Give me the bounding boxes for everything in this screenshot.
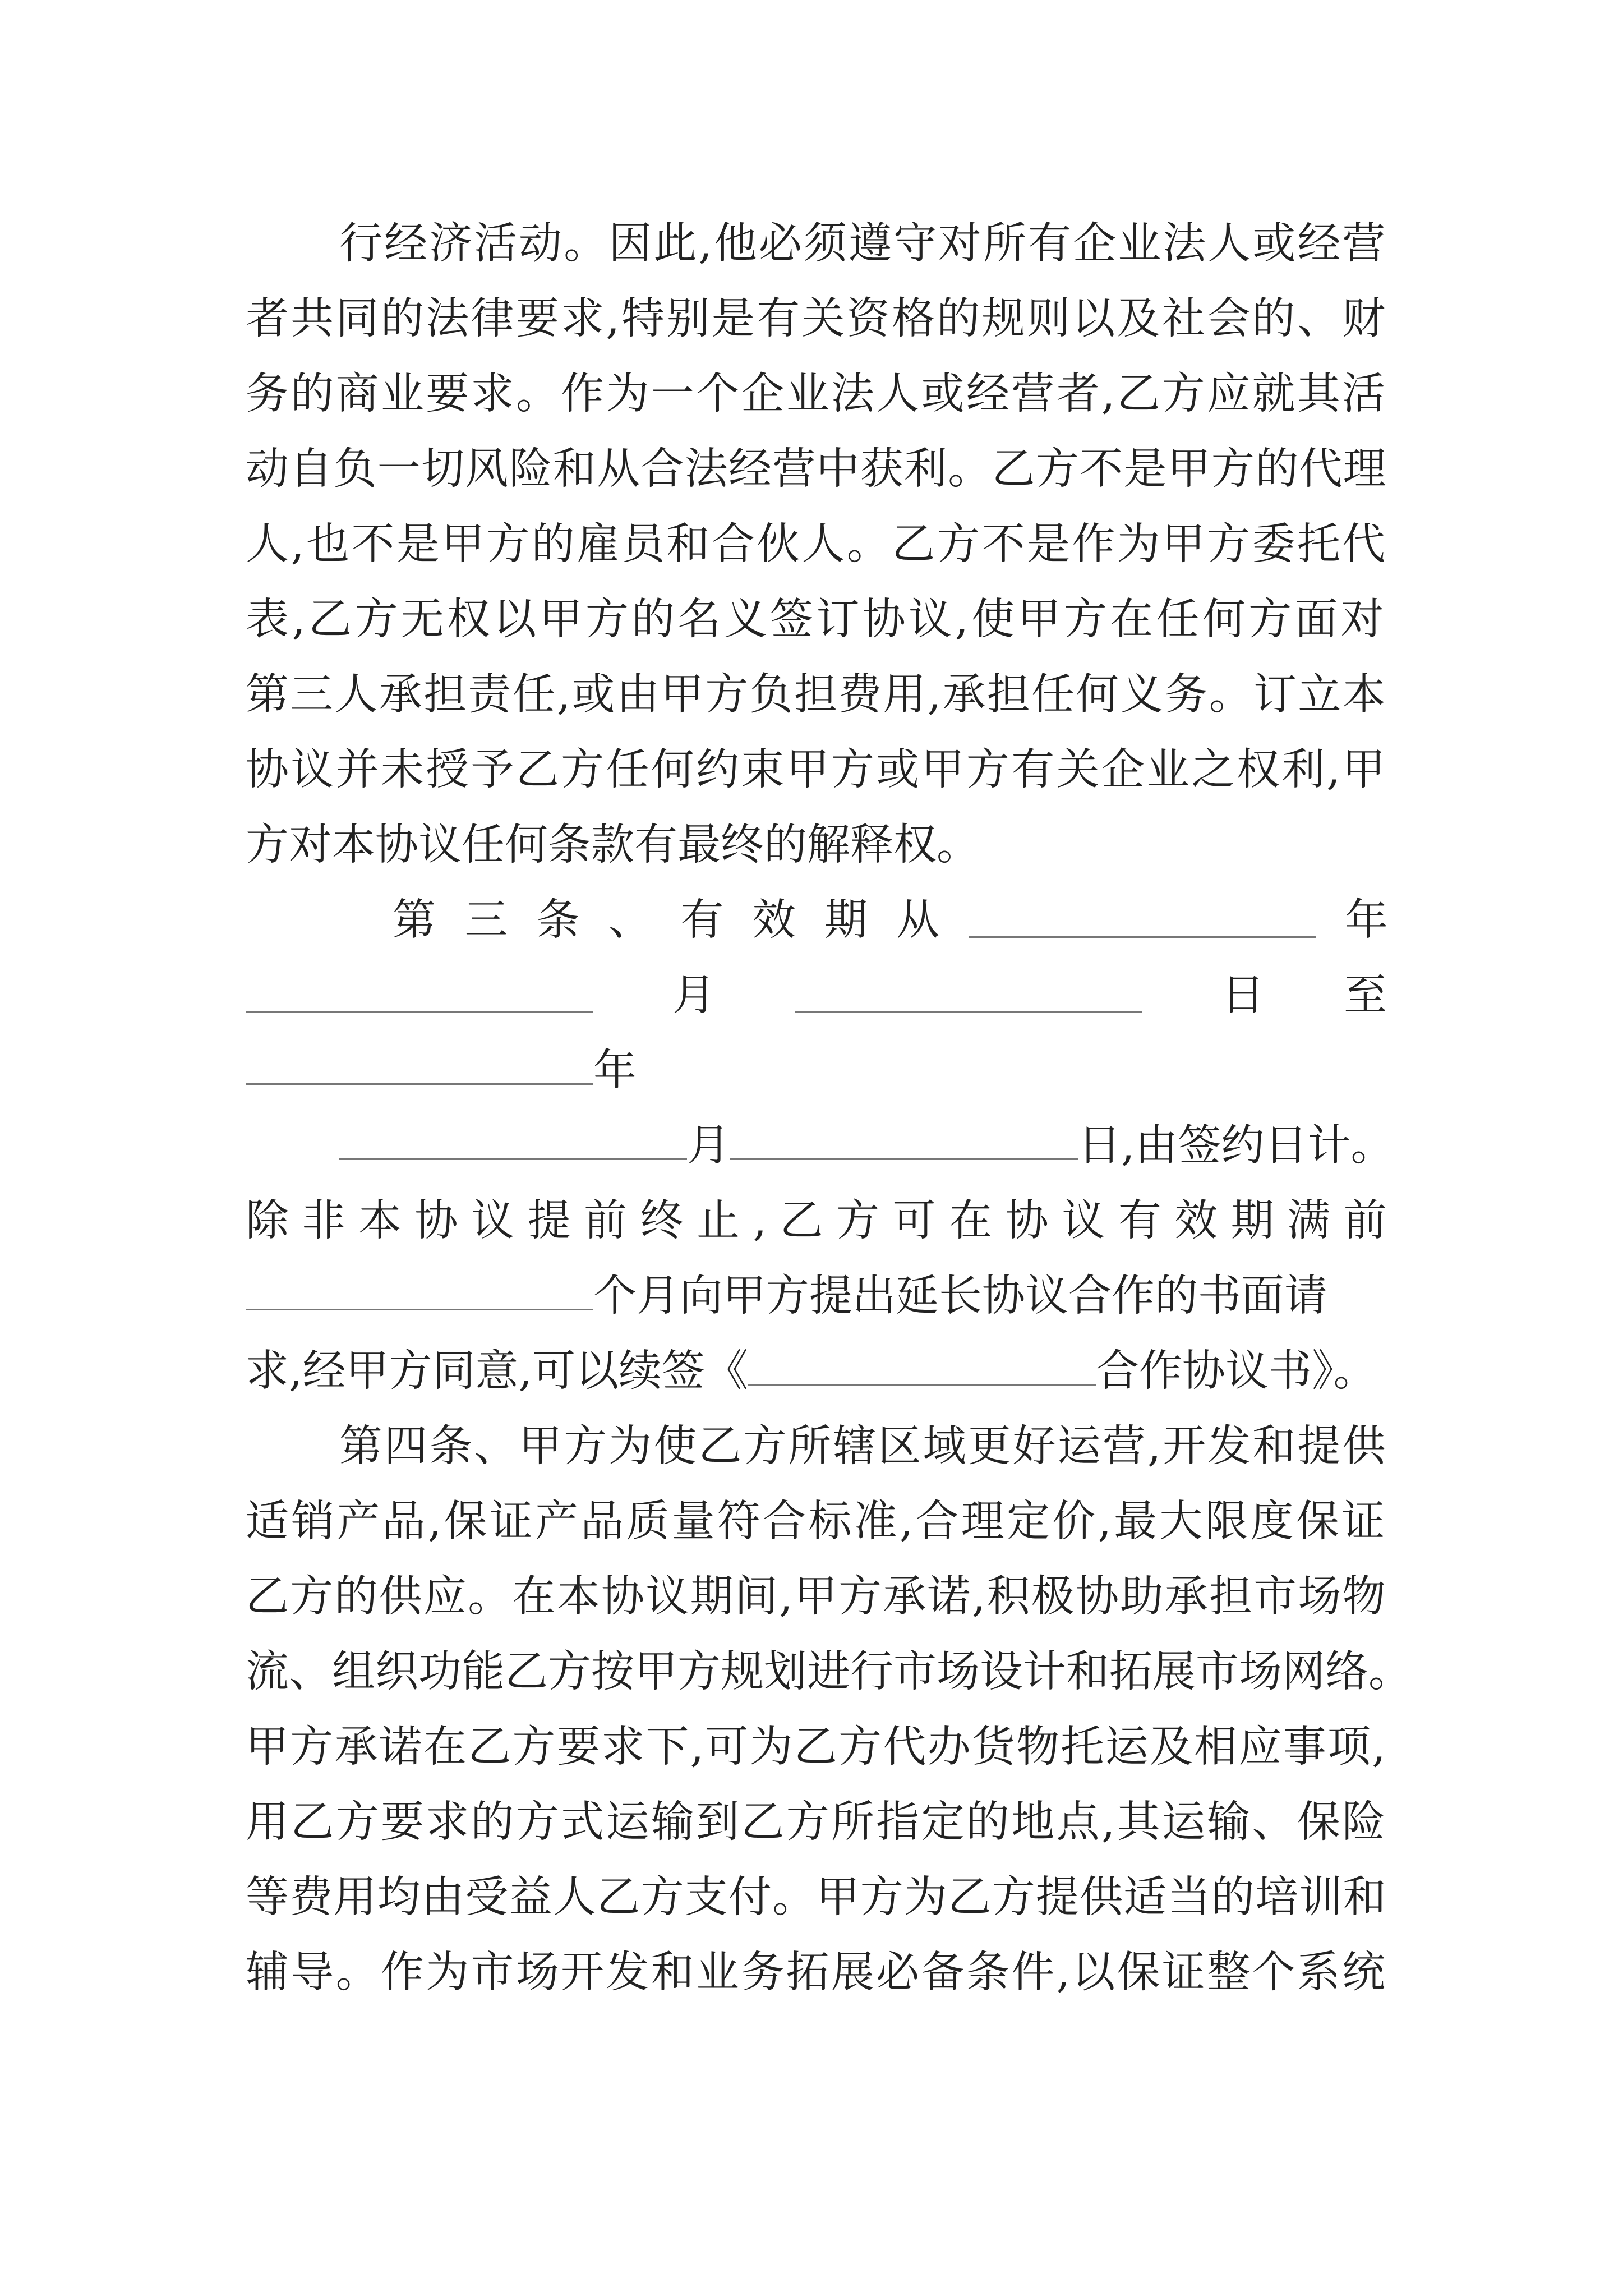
blank-field-start-year[interactable] xyxy=(969,904,1316,938)
article-char: 终 xyxy=(640,1196,684,1246)
article-3-line-6 xyxy=(246,1263,1327,1330)
article-3-line-1 xyxy=(393,887,1388,954)
article-char: 非 xyxy=(302,1196,345,1246)
paragraph-line: 方对本协议任何条款有最终的解释权。 xyxy=(246,820,980,870)
article-char: 期 xyxy=(1230,1196,1274,1246)
paragraph-line: 务的商业要求。作为一个企业法人或经营者,乙方应就其活 xyxy=(246,369,1387,419)
blank-field-end-year[interactable] xyxy=(246,1051,593,1085)
article-char: 前 xyxy=(1343,1196,1387,1246)
paragraph-line: 甲方承诺在乙方要求下,可为乙方代办货物托运及相应事项, xyxy=(246,1722,1387,1772)
paragraph-line: 协议并未授予乙方任何约束甲方或甲方有关企业之权利,甲 xyxy=(246,745,1387,795)
article-char: 期 xyxy=(824,895,868,945)
article-text: 合作协议书》。 xyxy=(1095,1346,1377,1396)
paragraph-line: 等费用均由受益人乙方支付。甲方为乙方提供适当的培训和 xyxy=(246,1872,1387,1922)
article-char: 从 xyxy=(896,895,940,945)
article-char: 第 xyxy=(393,895,436,945)
article-char: 效 xyxy=(1174,1196,1218,1246)
article-text: 求,经甲方同意,可以续签《 xyxy=(246,1346,748,1396)
article-char: 除 xyxy=(246,1196,289,1246)
paragraph-line: 者共同的法律要求,特别是有关资格的规则以及社会的、财 xyxy=(246,294,1387,344)
article-char: 有 xyxy=(1118,1196,1161,1246)
article-char: 协 xyxy=(1005,1196,1049,1246)
blank-field-end-day[interactable] xyxy=(730,1126,1078,1160)
article-char: 方 xyxy=(836,1196,880,1246)
paragraph-line: 行经济活动。因此,他必须遵守对所有企业法人或经营 xyxy=(339,219,1387,269)
article-3-line-3 xyxy=(246,1037,637,1105)
paragraph-line: 人,也不是甲方的雇员和合伙人。乙方不是作为甲方委托代 xyxy=(246,519,1387,569)
article-char: 协 xyxy=(414,1196,458,1246)
paragraph-line: 第三人承担责任,或由甲方负担费用,承担任何义务。订立本 xyxy=(246,670,1387,720)
paragraph-line: 用乙方要求的方式运输到乙方所指定的地点,其运输、保险 xyxy=(246,1797,1387,1847)
year-label: 年 xyxy=(593,1046,637,1096)
year-label: 年 xyxy=(1344,895,1388,945)
article-char: 提 xyxy=(527,1196,571,1246)
blank-field-start-day[interactable] xyxy=(795,979,1142,1013)
blank-field-end-month[interactable] xyxy=(339,1126,687,1160)
article-char: 效 xyxy=(752,895,796,945)
article-char: 在 xyxy=(949,1196,993,1246)
article-char: 满 xyxy=(1287,1196,1331,1246)
paragraph-line: 适销产品,保证产品质量符合标准,合理定价,最大限度保证 xyxy=(246,1497,1387,1547)
month-label: 月 xyxy=(672,970,716,1020)
article-3-line-4 xyxy=(339,1112,1394,1180)
article-char: 、 xyxy=(608,895,652,945)
article-text: 个月向甲方提出延长协议合作的书面请 xyxy=(593,1271,1327,1321)
blank-field-start-month[interactable] xyxy=(246,979,593,1013)
paragraph-line: 表,乙方无权以甲方的名义签订协议,使甲方在任何方面对 xyxy=(246,595,1387,645)
to-label: 至 xyxy=(1344,970,1387,1020)
article-char: , xyxy=(753,1196,767,1246)
article-char: 三 xyxy=(464,895,508,945)
article-char: 止 xyxy=(697,1196,740,1246)
paragraph-line: 流、组织功能乙方按甲方规划进行市场设计和拓展市场网络。 xyxy=(246,1647,1412,1697)
paragraph-line: 乙方的供应。在本协议期间,甲方承诺,积极协助承担市场物 xyxy=(246,1572,1387,1622)
article-char: 议 xyxy=(1062,1196,1105,1246)
day-label: 日 xyxy=(1221,970,1265,1020)
article-char: 议 xyxy=(471,1196,515,1246)
article-char: 前 xyxy=(584,1196,628,1246)
paragraph-line: 辅导。作为市场开发和业务拓展必备条件,以保证整个系统 xyxy=(246,1948,1387,1998)
article-3-line-7 xyxy=(246,1338,1376,1405)
article-char: 乙 xyxy=(780,1196,823,1246)
article-3-line-5 xyxy=(246,1188,1387,1255)
article-char: 有 xyxy=(680,895,724,945)
article-char: 本 xyxy=(358,1196,402,1246)
article-text: 日,由签约日计。 xyxy=(1078,1121,1394,1171)
blank-field-agreement-name[interactable] xyxy=(748,1351,1096,1386)
paragraph-line: 第四条、甲方为使乙方所辖区域更好运营,开发和提供 xyxy=(339,1421,1387,1471)
article-char: 可 xyxy=(892,1196,936,1246)
month-label: 月 xyxy=(687,1121,730,1171)
blank-field-months-before[interactable] xyxy=(246,1276,593,1310)
article-char: 条 xyxy=(536,895,580,945)
article-3-line-2 xyxy=(246,962,1387,1029)
paragraph-line: 动自负一切风险和从合法经营中获利。乙方不是甲方的代理 xyxy=(246,444,1387,494)
